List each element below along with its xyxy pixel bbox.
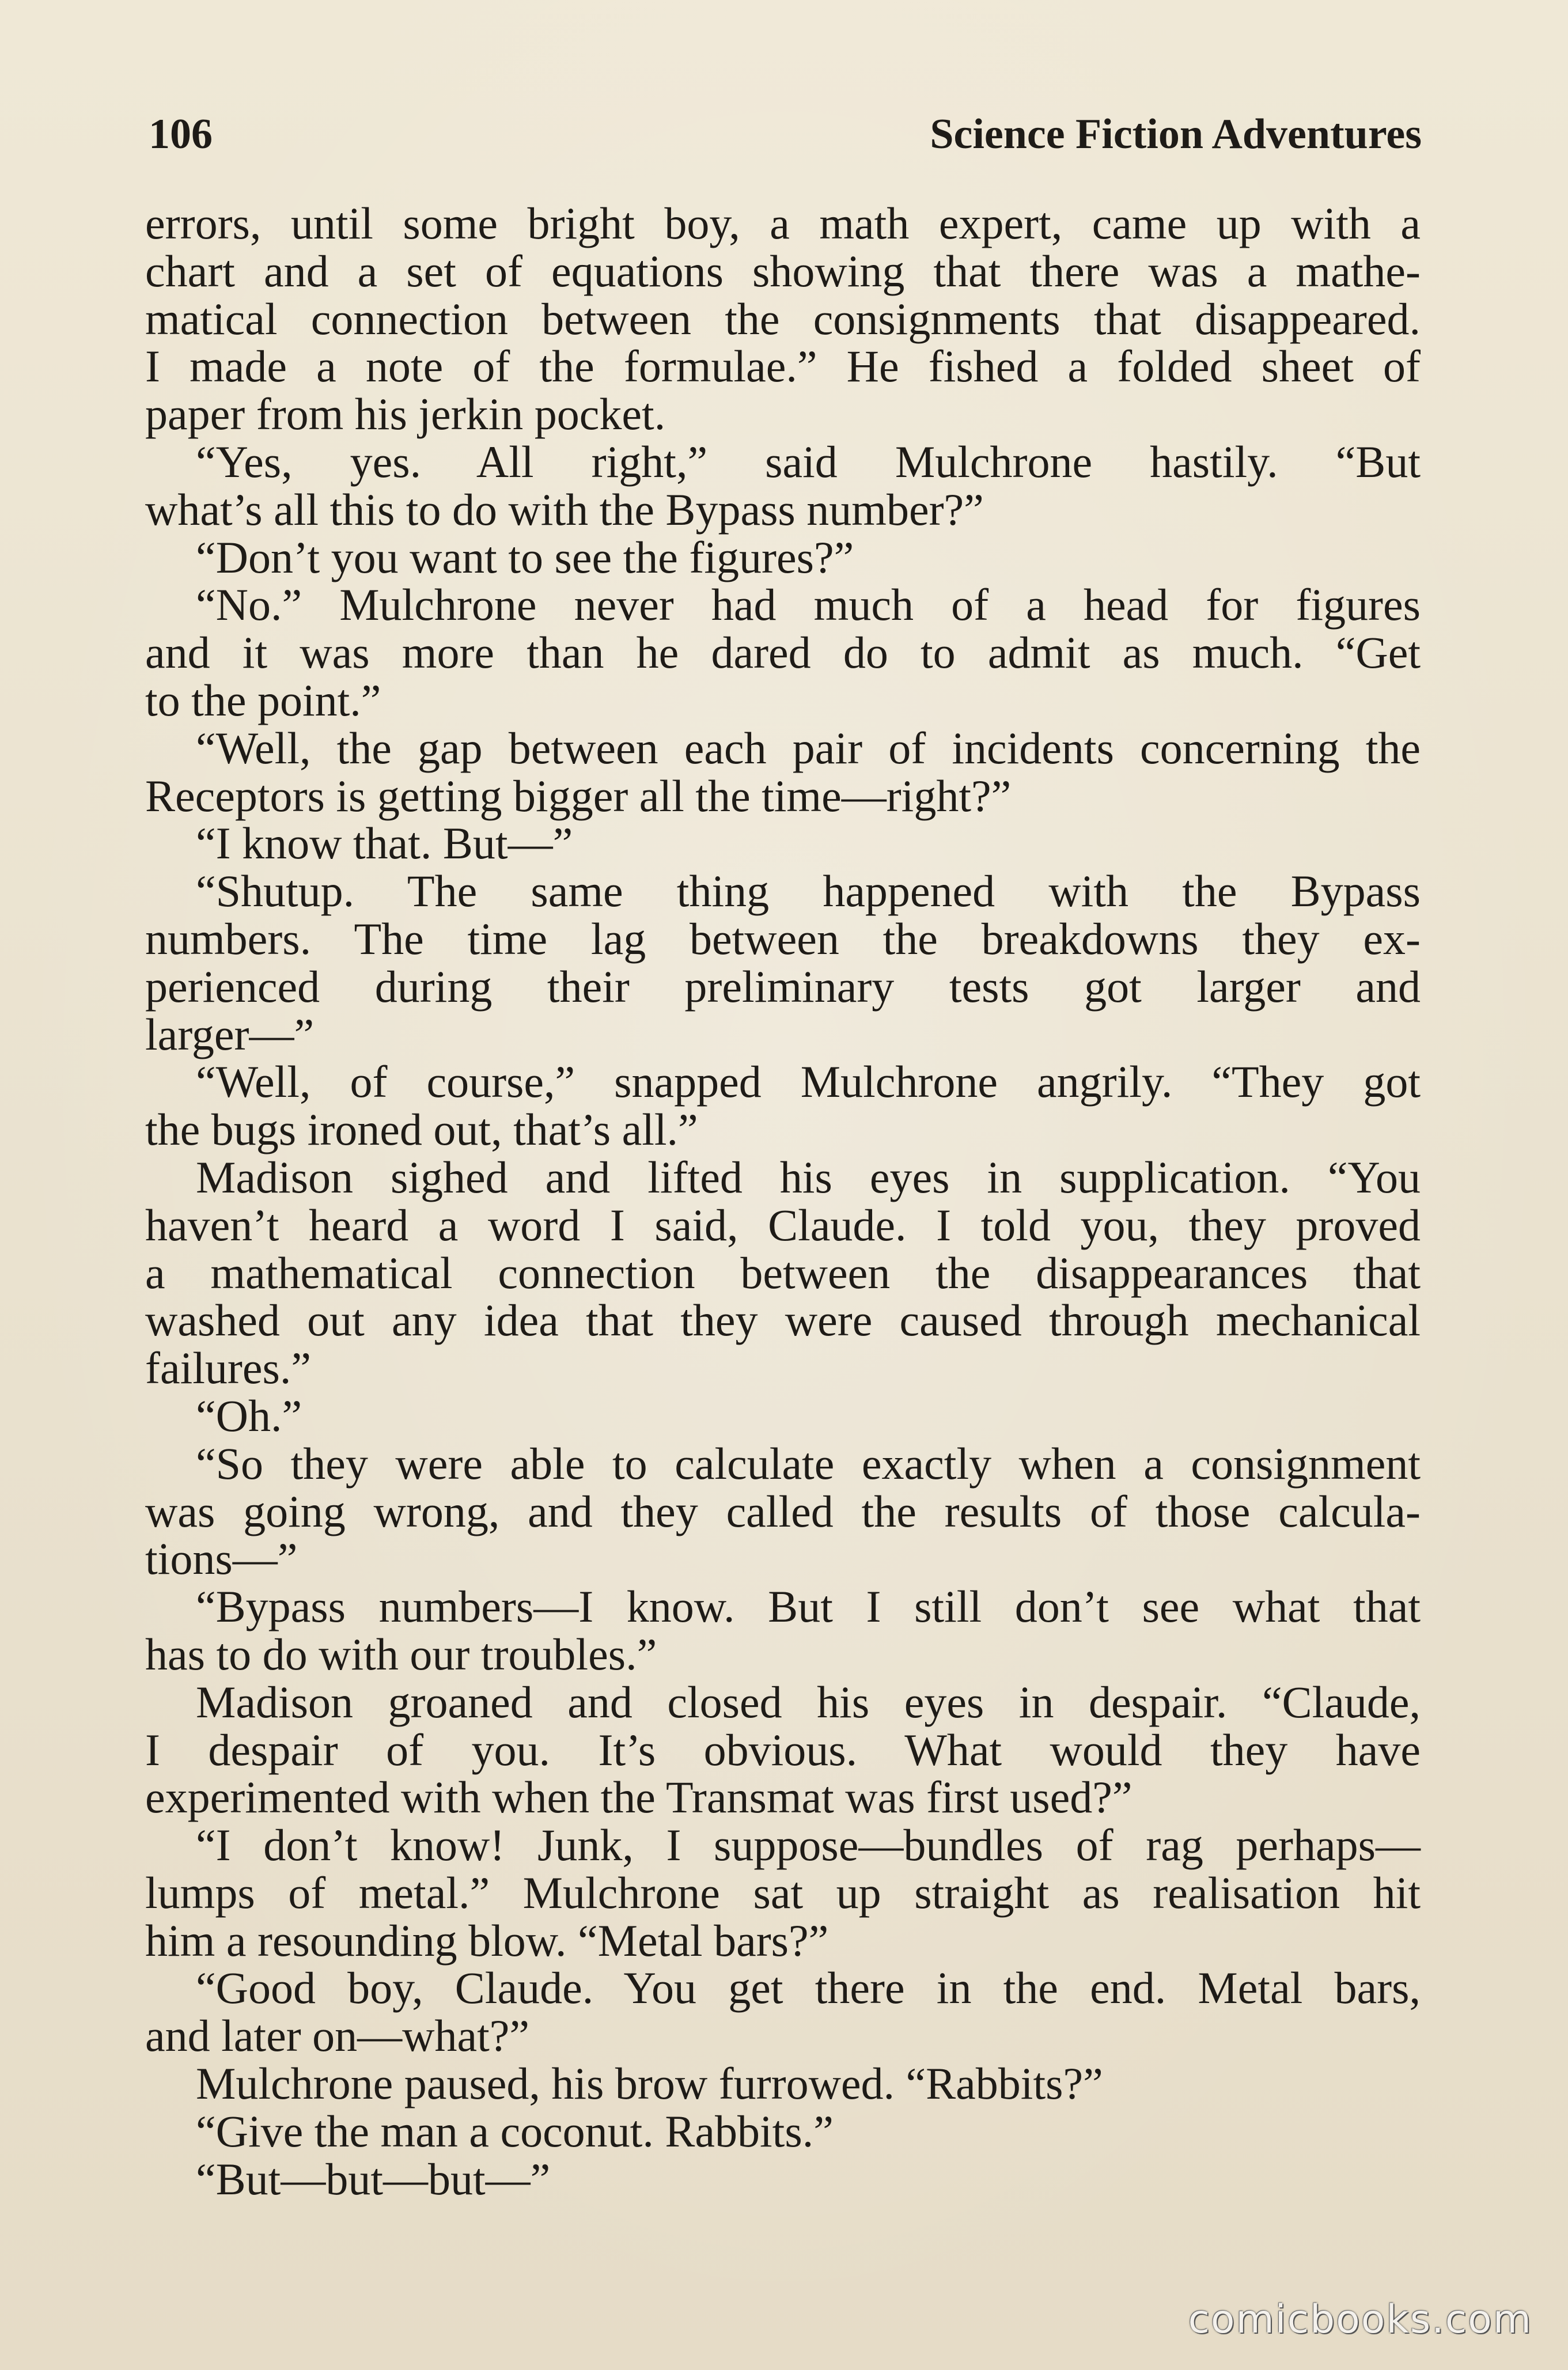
text-line: “Yes, yes. All right,” said Mulchrone hastily. “But [196, 436, 1421, 487]
text-line: “Well, the gap between each pair of incidents concerning the [196, 722, 1421, 773]
text-line: “Oh.” [196, 1390, 302, 1441]
running-title: Science Fiction Adventures [930, 111, 1422, 158]
text-line: perienced during their preliminary tests got larger and [145, 961, 1421, 1012]
page-number: 106 [149, 111, 213, 158]
text-line: “Give the man a coconut. Rabbits.” [196, 2106, 834, 2156]
text-line: numbers. The time lag between the breakdowns they ex- [145, 913, 1421, 964]
text-line: a mathematical connection between the disappearances that [145, 1247, 1421, 1298]
text-line: “Good boy, Claude. You get there in the end. Metal bars, [196, 1963, 1421, 2013]
text-line: haven’t heard a word I said, Claude. I told you, they proved [145, 1199, 1421, 1250]
text-line: to the point.” [145, 675, 381, 725]
text-line: experimented with when the Transmat was first used?” [145, 1772, 1133, 1823]
text-line: Madison sighed and lifted his eyes in supplication. “You [196, 1152, 1421, 1202]
text-line: matical connection between the consignments that disappeared. [145, 293, 1421, 344]
text-line: was going wrong, and they called the results of those calcula- [145, 1486, 1421, 1536]
text-line: “Bypass numbers—I know. But I still don’t see what that [196, 1581, 1421, 1632]
text-line: tions—” [145, 1534, 298, 1584]
text-line: and it was more than he dared do to admit as much. “Get [145, 627, 1421, 678]
text-line: “So they were able to calculate exactly when a consignment [196, 1438, 1421, 1489]
text-line: what’s all this to do with the Bypass number?” [145, 484, 984, 535]
watermark: comicbooks.com [1188, 2297, 1532, 2342]
text-line: I despair of you. It’s obvious. What would they have [145, 1724, 1421, 1775]
text-line: failures.” [145, 1343, 312, 1394]
text-line: “Don’t you want to see the figures?” [196, 532, 854, 582]
text-line: “I know that. But—” [196, 818, 573, 869]
page-header [149, 103, 1422, 166]
text-line: him a resounding blow. “Metal bars?” [145, 1915, 829, 1966]
text-line: lumps of metal.” Mulchrone sat up straight as realisation hit [145, 1867, 1421, 1918]
body-text [145, 200, 1421, 2203]
text-line: “But—but—but—” [196, 2153, 551, 2204]
text-line: “Shutup. The same thing happened with the Bypass [196, 866, 1421, 917]
text-line: the bugs ironed out, that’s all.” [145, 1104, 698, 1155]
text-line: washed out any idea that they were caused through mechanical [145, 1295, 1421, 1346]
text-line: “No.” Mulchrone never had much of a head for figures [196, 580, 1421, 630]
text-line: and later on—what?” [145, 2011, 530, 2061]
text-line: has to do with our troubles.” [145, 1629, 657, 1679]
text-line: Madison groaned and closed his eyes in despair. “Claude, [196, 1676, 1421, 1727]
text-line: larger—” [145, 1009, 315, 1059]
text-line: I made a note of the formulae.” He fished a folded sheet of [145, 341, 1421, 392]
text-line: paper from his jerkin pocket. [145, 389, 666, 440]
text-line: “I don’t know! Junk, I suppose—bundles of rag perhaps— [196, 1820, 1421, 1871]
text-line: chart and a set of equations showing that there was a mathe- [145, 245, 1421, 296]
text-line: “Well, of course,” snapped Mulchrone angrily. “They got [196, 1057, 1421, 1107]
text-line: errors, until some bright boy, a math expert, came up with a [145, 198, 1421, 248]
text-line: Mulchrone paused, his brow furrowed. “Rabbits?” [196, 2058, 1103, 2109]
text-line: Receptors is getting bigger all the time—right?” [145, 770, 1012, 821]
